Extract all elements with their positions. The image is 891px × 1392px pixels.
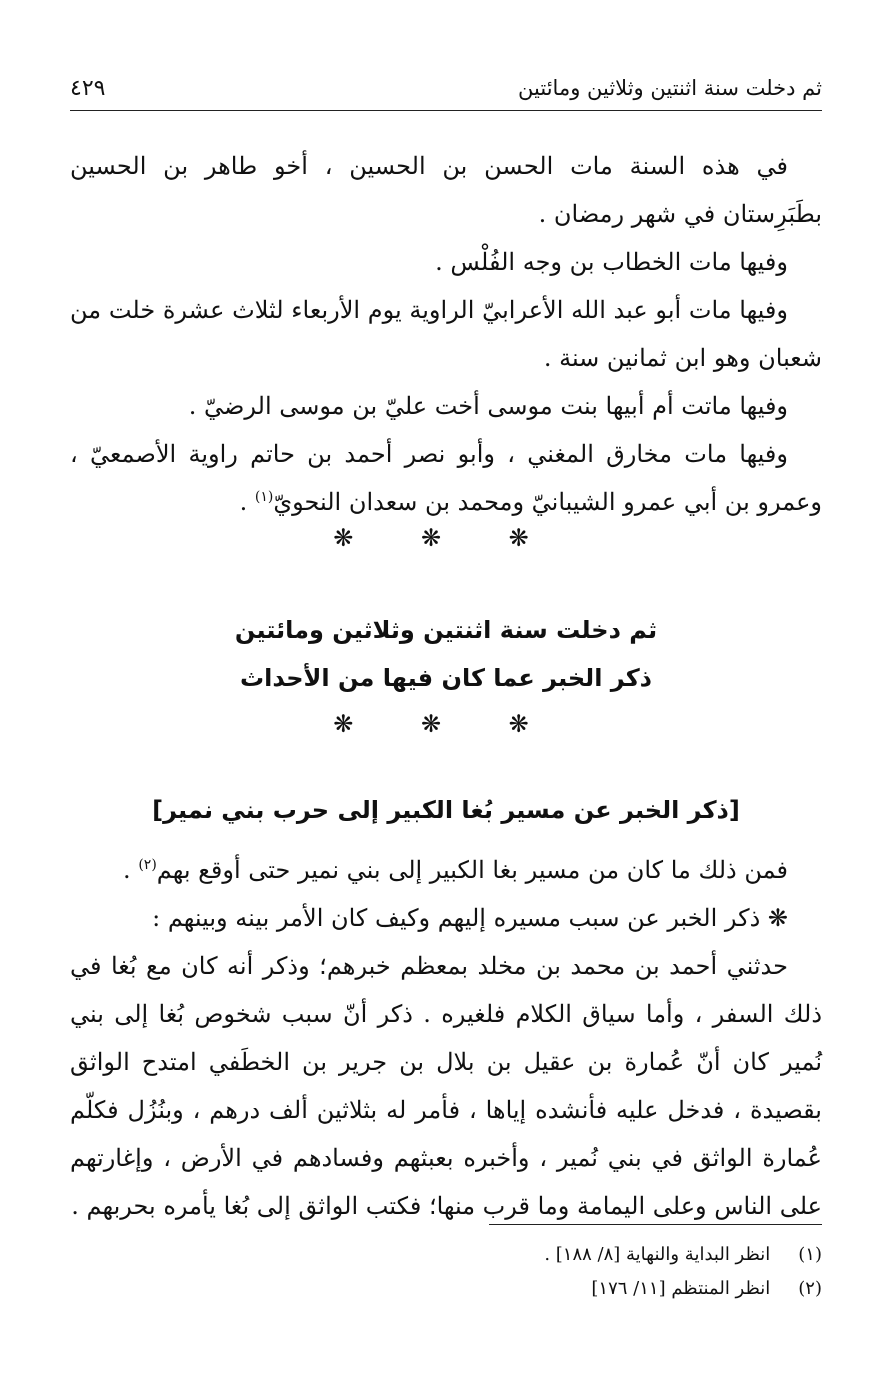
running-title: ثم دخلت سنة اثنتين وثلاثين ومائتين — [518, 76, 822, 100]
footnote — [70, 1272, 822, 1306]
section2-text — [70, 846, 822, 1230]
paragraph-end: . — [239, 488, 255, 516]
chapter-heading-line-2: ذكر الخبر عما كان فيها من الأحداث — [240, 664, 652, 692]
paragraph — [70, 846, 822, 894]
footnote-text: انظر المنتظم [١١/ ١٧٦] — [591, 1278, 771, 1299]
section1-text — [70, 142, 822, 526]
footnote-text: انظر البداية والنهاية [٨/ ١٨٨] . — [544, 1244, 771, 1265]
running-header — [70, 66, 822, 111]
paragraph-text: فمن ذلك ما كان من مسير بغا الكبير إلى بني نمير حتى أوقع بهم — [156, 856, 788, 884]
paragraph: ❋ ذكر الخبر عن سبب مسيره إليهم وكيف كان الأمر بينه وبينهم : — [152, 904, 788, 932]
footnote-marker: (١) — [254, 489, 274, 505]
paragraph-text: وفيها مات مخارق المغني ، وأبو نصر أحمد بن حاتم راوية الأصمعيّ ، وعمرو بن أبي عمرو الشيبانيّ ومحمد بن سعدان النحويّ — [70, 440, 822, 516]
footnote-marker: (٢) — [138, 857, 157, 873]
paragraph-end: . — [123, 856, 139, 884]
paragraph: في هذه السنة مات الحسن بن الحسين ، أخو طاهر بن الحسين بطَبَرِستان في شهر رمضان . — [70, 152, 822, 228]
star-divider: ❋ ❋ ❋ — [333, 710, 559, 738]
paragraph — [70, 430, 822, 526]
footnote-separator — [489, 1224, 822, 1225]
paragraph: وفيها مات الخطاب بن وجه الفُلْس . — [435, 248, 788, 276]
section-title: [ذكر الخبر عن مسير بُغا الكبير إلى حرب بني نمير] — [152, 796, 740, 824]
paragraph: حدثني أحمد بن محمد بن مخلد بمعظم خبرهم؛ وذكر أنه كان مع بُغا في ذلك السفر ، وأما سياق الكلام فلغيره . ذكر أنّ سبب شخوص بُغا إلى بني نُمير كان أنّ عُمارة بن عقيل بن بلال بن جرير بن الخطَفي امتدح الواثق بقصيدة ، فدخل عليه فأنشده إياها ، فأمر له بثلاثين ألف درهم ، وبنُزُل فكلّم عُمارة الواثق في بني نُمير ، وأخبره بعبثهم وفسادهم في الأرض ، وإغارتهم على الناس وعلى اليمامة وما قرب منها؛ فكتب الواثق إلى بُغا يأمره بحربهم . — [70, 952, 822, 1220]
chapter-heading-line-1: ثم دخلت سنة اثنتين وثلاثين ومائتين — [234, 616, 658, 644]
footnote-number: (١) — [798, 1244, 822, 1265]
page-number: ٤٢٩ — [70, 75, 106, 101]
book-page — [70, 58, 822, 1348]
paragraph: وفيها مات أبو عبد الله الأعرابيّ الراوية يوم الأربعاء لثلاث عشرة خلت من شعبان وهو ابن ثمانين سنة . — [70, 296, 822, 372]
chapter-heading — [70, 606, 822, 702]
footnote — [70, 1238, 822, 1272]
footnote-number: (٢) — [798, 1278, 822, 1299]
footnotes — [70, 1238, 822, 1306]
paragraph: وفيها ماتت أم أبيها بنت موسى أخت عليّ بن موسى الرضيّ . — [188, 392, 788, 420]
star-divider: ❋ ❋ ❋ — [333, 524, 559, 552]
